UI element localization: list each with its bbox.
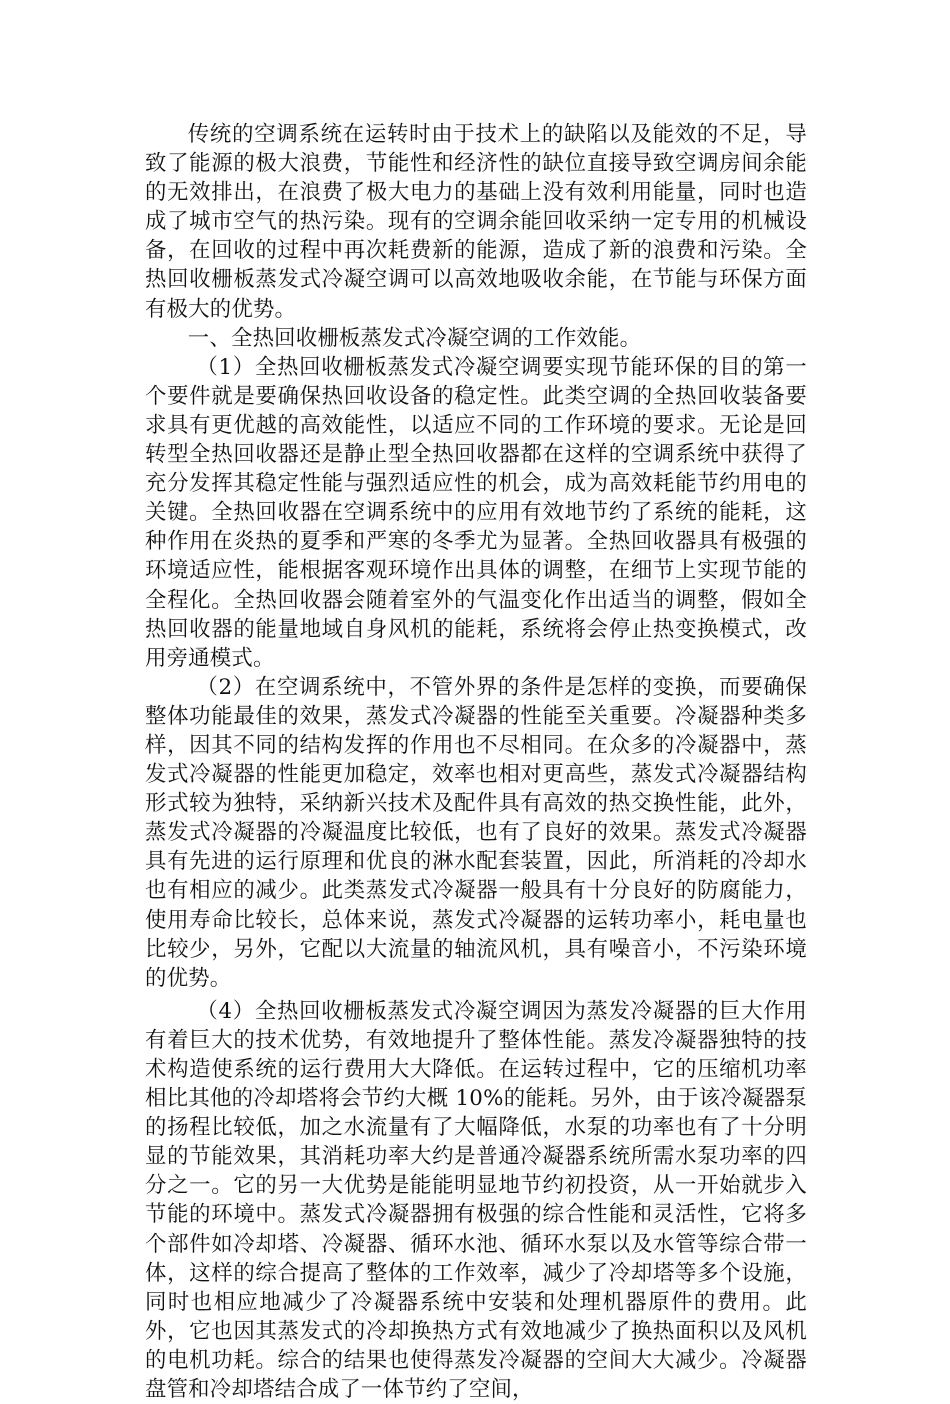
section-heading: 一、全热回收栅板蒸发式冷凝空调的工作效能。 bbox=[187, 325, 642, 351]
paragraph-item-2: （2）在空调系统中，不管外界的条件是怎样的变换，而要确保整体功能最佳的效果，蒸发式冷凝器的性能至关重要。冷凝器种类多样，因其不同的结构发挥的作用也不尽相同。在众多的冷凝器中，蒸发式冷凝器的性能更加稳定，效率也相对更高些，蒸发式冷凝器结构形式较为独特，采纳新兴技术及配件具有高效的热交换性能，此外，蒸发式冷凝器的冷凝温度比较低，也有了良好的效果。蒸发式冷凝器具有先进的运行原理和优良的淋水配套装置，因此，所消耗的冷却水也有相应的减少。此类蒸发式冷凝器一般具有十分良好的防腐能力，使用寿命比较长，总体来说，蒸发式冷凝器的运转功率小，耗电量也比较少，另外，它配以大流量的轴流风机，具有噪音小，不污染环境的优势。 bbox=[145, 674, 807, 991]
intro-paragraph: 传统的空调系统在运转时由于技术上的缺陷以及能效的不足，导致了能源的极大浪费，节能性和经济性的缺位直接导致空调房间余能的无效排出，在浪费了极大电力的基础上没有效利用能量，同时也造成了城市空气的热污染。现有的空调余能回收采纳一定专用的机械设备，在回收的过程中再次耗费新的能源，造成了新的浪费和污染。全热回收栅板蒸发式冷凝空调可以高效地吸收余能，在节能与环保方面有极大的优势。 bbox=[145, 122, 807, 322]
document-body bbox=[145, 120, 807, 1404]
paragraph-item-1: （1）全热回收栅板蒸发式冷凝空调要实现节能环保的目的第一个要件就是要确保热回收设备的稳定性。此类空调的全热回收装备要求具有更优越的高效能性，以适应不同的工作环境的要求。无论是回转型全热回收器还是静止型全热回收器都在这样的空调系统中获得了充分发挥其稳定性能与强烈适应性的机会，成为高效耗能节约用电的关键。全热回收器在空调系统中的应用有效地节约了系统的能耗，这种作用在炎热的夏季和严寒的冬季尤为显著。全热回收器具有极强的环境适应性，能根据客观环境作出具体的调整，在细节上实现节能的全程化。全热回收器会随着室外的气温变化作出适当的调整，假如全热回收器的能量地域自身风机的能耗，系统将会停止热变换模式，改用旁通模式。 bbox=[145, 354, 807, 671]
paragraph-item-4: （4）全热回收栅板蒸发式冷凝空调因为蒸发冷凝器的巨大作用有着巨大的技术优势，有效地提升了整体性能。蒸发冷凝器独特的技术构造使系统的运行费用大大降低。在运转过程中，它的压缩机功率相比其他的冷却塔将会节约大概 10%的能耗。另外，由于该冷凝器泵的扬程比较低，加之水流量有了大幅降低，水泵的功率也有了十分明显的节能效果，其消耗功率大约是普通冷凝器系统所需水泵功率的四分之一。它的另一大优势是能能明显地节约初投资，从一开始就步入节能的环境中。蒸发式冷凝器拥有极强的综合性能和灵活性，它将多个部件如冷却塔、冷凝器、循环水池、循环水泵以及水管等综合带一体，这样的综合提高了整体的工作效率，减少了冷却塔等多个设施，同时也相应地减少了冷凝器系统中安装和处理机器原件的费用。此外，它也因其蒸发式的冷却换热方式有效地减少了换热面积以及风机的电机功耗。综合的结果也使得蒸发冷凝器的空间大大减少。冷凝器盘管和冷却塔结合成了一体节约了空间， bbox=[145, 998, 807, 1403]
